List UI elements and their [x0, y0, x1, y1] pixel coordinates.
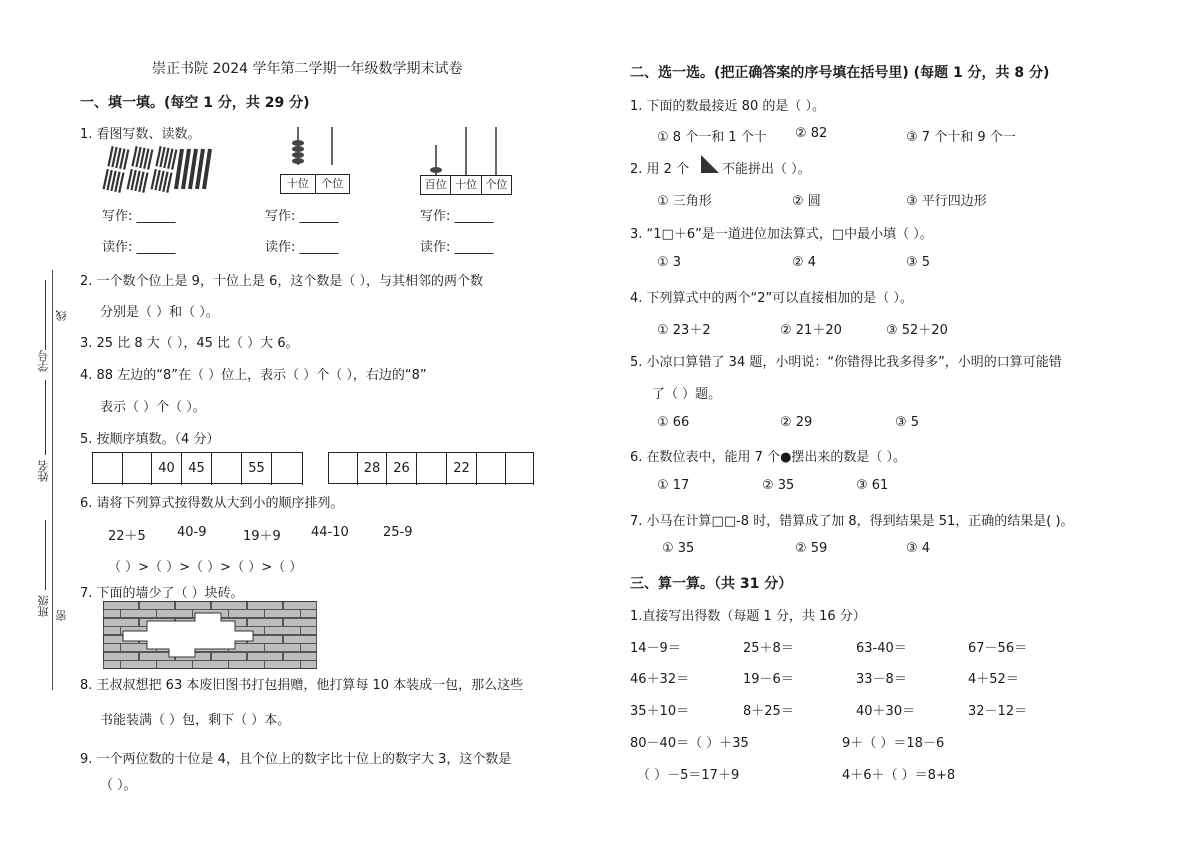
write-blank-3[interactable]: 写作: ______ — [420, 209, 494, 224]
part1-heading: 一、填一填。(每空 1 分，共 29 分) — [80, 95, 310, 111]
p2-q6-text: 6. 在数位表中，能用 7 个●摆出来的数是（ ）。 — [630, 450, 907, 465]
abacus-two-digit-base — [280, 174, 350, 194]
sequence-cell[interactable] — [477, 453, 506, 485]
q8-line1: 8. 王叔叔想把 63 本废旧图书打包捐赠，他打算每 10 本装成一包，那么这些 — [80, 678, 524, 693]
q4-line1: 4. 88 左边的“8”在（ ）位上，表示（ ）个（ ），右边的“8” — [80, 368, 427, 383]
sequence-cell: 28 — [358, 453, 387, 485]
q2-line1: 2. 一个数个位上是 9，十位上是 6，这个数是（ ），与其相邻的两个数 — [80, 274, 483, 289]
p2-q3-text: 3. “1□＋6”是一道进位加法算式，□中最小填（ ）。 — [630, 227, 933, 242]
p2-q1-option[interactable]: ② 82 — [795, 126, 828, 141]
place-label: 个位 — [485, 178, 508, 191]
calc-item[interactable]: 25＋8＝ — [743, 641, 794, 656]
p2-q3-option[interactable]: ② 4 — [792, 255, 817, 270]
p2-q3-option[interactable]: ① 3 — [657, 255, 682, 270]
p2-q4-option[interactable]: ③ 52＋20 — [886, 323, 948, 338]
p2-q6-option[interactable]: ② 35 — [762, 478, 795, 493]
read-blank-1[interactable]: 读作: ______ — [102, 240, 176, 255]
sequence-cell: 40 — [152, 453, 182, 485]
line-marker: 线 — [55, 310, 68, 321]
seal-marker: 密 — [55, 610, 68, 621]
calc-item[interactable]: 46＋32＝ — [630, 672, 690, 687]
p2-q7-text: 7. 小马在计算□□-8 时，错算成了加 8，得到结果是 51，正确的结果是( )。 — [630, 514, 1074, 529]
calc-item[interactable]: 4＋6＋（ ）＝8+8 — [842, 768, 956, 783]
p2-q5-line1: 5. 小凉口算错了 34 题，小明说：“你错得比我多得多”，小明的口算可能错 — [630, 355, 1062, 370]
p2-q2-text-a: 2. 用 2 个 — [630, 162, 690, 177]
write-blank-1[interactable]: 写作: ______ — [102, 209, 176, 224]
q6-order-blanks[interactable]: （ ）>（ ）>（ ）>（ ）>（ ） — [108, 560, 303, 575]
part3-heading: 三、算一算。（共 31 分） — [630, 576, 793, 592]
abacus-three-digit-base — [420, 175, 512, 195]
sequence-row-2 — [328, 452, 534, 484]
p2-q1-option[interactable]: ① 8 个一和 1 个十 — [657, 130, 767, 145]
calc-item[interactable]: 9＋（ ）＝18－6 — [842, 736, 945, 751]
p2-q5-option[interactable]: ① 66 — [657, 415, 690, 430]
p2-q5-line2: 了（ ）题。 — [652, 387, 722, 402]
sequence-cell[interactable] — [329, 453, 358, 485]
p2-q2-option[interactable]: ① 三角形 — [657, 194, 712, 209]
p2-q2-text-b: 不能拼出（ ）。 — [722, 162, 811, 177]
q3-text: 3. 25 比 8 大（ ），45 比（ ）大 6。 — [80, 336, 299, 351]
q6-expr: 25-9 — [383, 525, 413, 540]
p2-q7-option[interactable]: ① 35 — [662, 541, 695, 556]
p2-q5-option[interactable]: ③ 5 — [895, 415, 920, 430]
triangle-icon — [700, 154, 720, 174]
q9-line2: （ ）。 — [100, 778, 137, 793]
p2-q4-text: 4. 下列算式中的两个“2”可以直接相加的是（ ）。 — [630, 291, 913, 306]
place-label: 十位 — [451, 176, 481, 194]
p2-q1-text: 1. 下面的数最接近 80 的是（ ）。 — [630, 99, 825, 114]
place-label: 百位 — [421, 176, 451, 194]
sequence-row-1 — [92, 452, 303, 484]
calc-item[interactable]: 67－56＝ — [968, 641, 1028, 656]
write-blank-2[interactable]: 写作: ______ — [265, 209, 339, 224]
student-id-label: 学号 — [37, 350, 50, 372]
p2-q7-option[interactable]: ③ 4 — [906, 541, 931, 556]
calc-item[interactable]: 8＋25＝ — [743, 704, 794, 719]
q1-text: 1. 看图写数、读数。 — [80, 127, 201, 142]
abacus-two-digit-image — [280, 125, 350, 165]
sequence-cell[interactable] — [506, 453, 534, 485]
calc-item[interactable]: 40＋30＝ — [856, 704, 916, 719]
sequence-cell[interactable] — [272, 453, 303, 485]
sequence-cell[interactable] — [93, 453, 123, 485]
calc-item[interactable]: 35＋10＝ — [630, 704, 690, 719]
sequence-cell[interactable] — [417, 453, 447, 485]
calc-item[interactable]: 63-40＝ — [856, 641, 907, 656]
calc-item[interactable]: 33－8＝ — [856, 672, 907, 687]
student-id-line — [45, 280, 46, 350]
abacus-three-digit-image — [420, 125, 512, 175]
calc-item[interactable]: 32－12＝ — [968, 704, 1028, 719]
class-line — [45, 520, 46, 590]
sequence-cell: 45 — [182, 453, 212, 485]
calc-item[interactable]: 4＋52＝ — [968, 672, 1019, 687]
calc-item[interactable]: 19－6＝ — [743, 672, 794, 687]
class-label: 班级 — [37, 595, 50, 617]
sequence-cell[interactable] — [123, 453, 152, 485]
q2-line2: 分别是（ ）和（ ）。 — [100, 305, 219, 320]
place-label: 十位 — [281, 175, 316, 193]
brick-wall-image — [103, 601, 317, 669]
q6-expr: 40-9 — [177, 525, 207, 540]
p2-q6-option[interactable]: ① 17 — [657, 478, 690, 493]
p2-q2-option[interactable]: ③ 平行四边形 — [906, 194, 987, 209]
q6-expr: 22＋5 — [108, 529, 146, 544]
p2-q7-option[interactable]: ② 59 — [795, 541, 828, 556]
sequence-cell: 22 — [447, 453, 477, 485]
p2-q6-option[interactable]: ③ 61 — [856, 478, 889, 493]
name-line — [45, 380, 46, 455]
q9-line1: 9. 一个两位数的十位是 4，且个位上的数字比十位上的数字大 3，这个数是 — [80, 752, 512, 767]
p2-q5-option[interactable]: ② 29 — [780, 415, 813, 430]
p2-q4-option[interactable]: ① 23＋2 — [657, 323, 711, 338]
stick-bundles-image — [98, 145, 218, 193]
read-blank-2[interactable]: 读作: ______ — [265, 240, 339, 255]
q7-text: 7. 下面的墙少了（ ）块砖。 — [80, 586, 244, 601]
p2-q3-option[interactable]: ③ 5 — [906, 255, 931, 270]
place-label: 个位 — [321, 177, 344, 190]
calc-item[interactable]: 80－40＝（ ）＋35 — [630, 736, 749, 751]
part3-sub1: 1.直接写出得数（每题 1 分，共 16 分） — [630, 609, 866, 624]
q6-expr: 19＋9 — [243, 529, 281, 544]
sequence-cell: 55 — [242, 453, 272, 485]
sequence-cell[interactable] — [212, 453, 242, 485]
p2-q1-option[interactable]: ③ 7 个十和 9 个一 — [906, 130, 1016, 145]
sequence-cell: 26 — [387, 453, 417, 485]
calc-item[interactable]: （ ）－5＝17＋9 — [637, 768, 740, 783]
q6-text: 6. 请将下列算式按得数从大到小的顺序排列。 — [80, 496, 344, 511]
part2-heading: 二、选一选。(把正确答案的序号填在括号里) (每题 1 分，共 8 分) — [630, 65, 1050, 81]
page-title: 崇正书院 2024 学年第二学期一年级数学期末试卷 — [152, 61, 463, 77]
calc-item[interactable]: 14－9＝ — [630, 641, 681, 656]
q6-expr: 44-10 — [311, 525, 349, 540]
read-blank-3[interactable]: 读作: ______ — [420, 240, 494, 255]
p2-q2-option[interactable]: ② 圆 — [792, 194, 821, 209]
name-label: 姓名 — [37, 460, 50, 482]
q4-line2: 表示（ ）个（ ）。 — [100, 400, 206, 415]
binding-line — [52, 270, 53, 690]
q5-text: 5. 按顺序填数。（4 分） — [80, 432, 220, 447]
p2-q4-option[interactable]: ② 21＋20 — [780, 323, 842, 338]
q8-line2: 书能装满（ ）包，剩下（ ）本。 — [100, 713, 291, 728]
